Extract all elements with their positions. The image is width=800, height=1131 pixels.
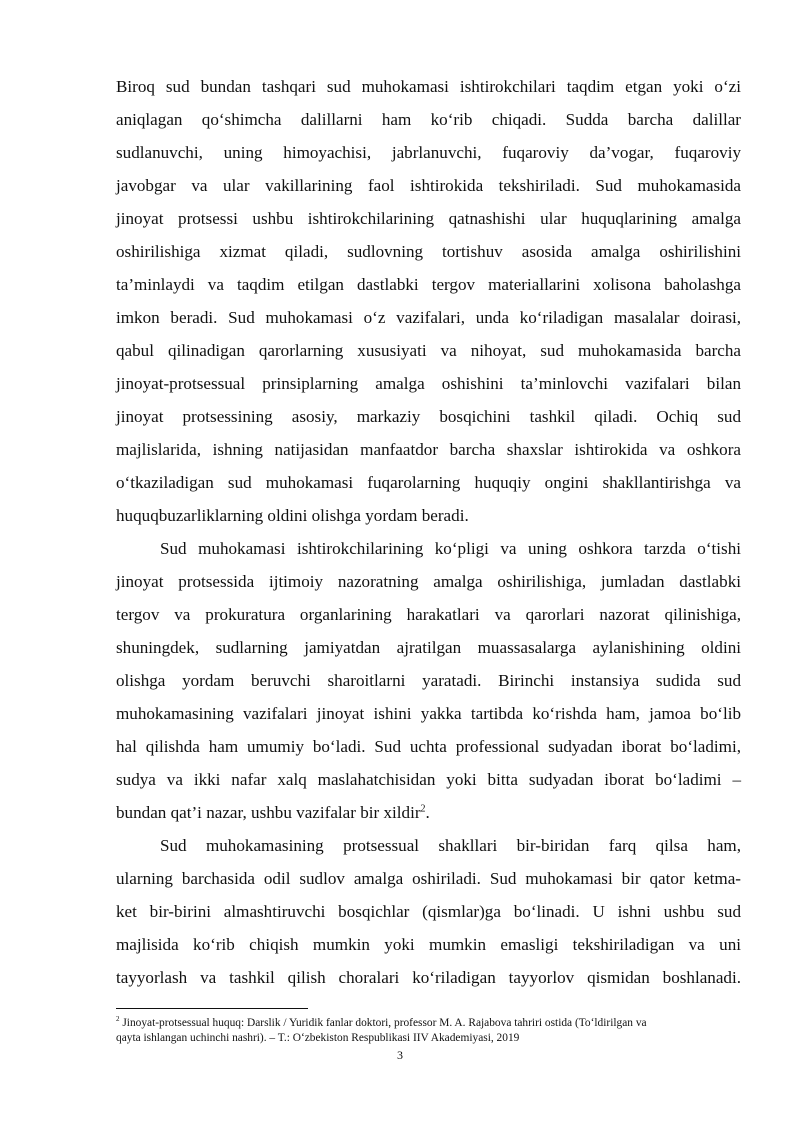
paragraph-3 bbox=[116, 829, 741, 994]
paragraph-2 bbox=[116, 532, 741, 829]
text-line: jinoyat protsessining asosiy, markaziy bosqichini tashkil qiladi. Ochiq sud bbox=[116, 407, 741, 426]
footnote-text: Jinoyat-protsessual huquq: Darslik / Yuridik fanlar doktori, professor M. A. Rajabova tahriri ostida (To‘ldirilgan va bbox=[122, 1017, 647, 1029]
footnote-line: qayta ishlangan uchinchi nashri). – T.: O‘zbekiston Respublikasi IIV Akademiyasi, 2019 bbox=[116, 1032, 520, 1044]
page-number: 3 bbox=[397, 1048, 403, 1062]
text-line: Biroq sud bundan tashqari sud muhokamasi ishtirokchilari taqdim etgan yoki o‘zi bbox=[116, 77, 741, 96]
text-line: oshirilishiga xizmat qiladi, sudlovning tortishuv asosida amalga oshirilishini bbox=[116, 242, 741, 261]
footnote-number: 2 bbox=[116, 1015, 120, 1024]
text-line: javobgar va ular vakillarining faol ishtirokida tekshiriladi. Sud muhokamasida bbox=[116, 176, 741, 195]
text-line: majlislarida, ishning natijasidan manfaatdor barcha shaxslar ishtirokida va oshkora bbox=[116, 440, 741, 459]
text-line: huquqbuzarliklarning oldini olishga yordam beradi. bbox=[116, 506, 469, 525]
footnote bbox=[116, 1016, 741, 1046]
paragraph-1 bbox=[116, 70, 741, 532]
footnote-reference[interactable]: 2 bbox=[420, 803, 426, 815]
footnote-separator bbox=[116, 1008, 308, 1009]
text-line: qabul qilinadigan qarorlarning xususiyati va nihoyat, sud muhokamasida barcha bbox=[116, 341, 741, 360]
text-line: Sud muhokamasi ishtirokchilarining ko‘pligi va uning oshkora tarzda o‘tishi bbox=[160, 539, 741, 558]
body-text bbox=[116, 70, 741, 994]
text-line: jinoyat protsessi ushbu ishtirokchilarining qatnashishi ular huquqlarining amalga bbox=[116, 209, 741, 228]
text-line: o‘tkaziladigan sud muhokamasi fuqarolarning huquqiy ongini shakllantirishga va bbox=[116, 473, 741, 492]
text-line: shuningdek, sudlarning jamiyatdan ajratilgan muassasalarga aylanishining oldini bbox=[116, 638, 741, 657]
sentence-end: . bbox=[425, 803, 430, 822]
text-line: sudya va ikki nafar xalq maslahatchisidan yoki bitta sudyadan iborat bo‘ladimi – bbox=[116, 770, 741, 789]
footnote-line bbox=[116, 1016, 741, 1031]
text-line: sudlanuvchi, uning himoyachisi, jabrlanuvchi, fuqaroviy da’vogar, fuqaroviy bbox=[116, 143, 741, 162]
text-line: imkon beradi. Sud muhokamasi o‘z vazifalari, unda ko‘riladigan masalalar doirasi, bbox=[116, 308, 741, 327]
text-line: tergov va prokuratura organlarining harakatlari va qarorlari nazorat qilinishiga, bbox=[116, 605, 741, 624]
text-line: ularning barchasida odil sudlov amalga oshiriladi. Sud muhokamasi bir qator ketma- bbox=[116, 869, 741, 888]
text-line: jinoyat-protsessual prinsiplarning amalga oshishini ta’minlovchi vazifalari bilan bbox=[116, 374, 741, 393]
text-fragment: bundan qat’i nazar, ushbu vazifalar bir xildir bbox=[116, 803, 421, 822]
text-line: aniqlagan qo‘shimcha dalillarni ham ko‘rib chiqadi. Sudda barcha dalillar bbox=[116, 110, 741, 129]
text-line-with-footnote bbox=[116, 796, 741, 829]
text-line: hal qilishda ham umumiy bo‘ladi. Sud uchta professional sudyadan iborat bo‘ladimi, bbox=[116, 737, 741, 756]
text-line: muhokamasining vazifalari jinoyat ishini yakka tartibda ko‘rishda ham, jamoa bo‘lib bbox=[116, 704, 741, 723]
text-line: ta’minlaydi va taqdim etilgan dastlabki tergov materiallarini xolisona baholashga bbox=[116, 275, 741, 294]
text-line: majlisida ko‘rib chiqish mumkin yoki mumkin emasligi tekshiriladigan va uni bbox=[116, 935, 741, 954]
text-line: jinoyat protsessida ijtimoiy nazoratning amalga oshirilishiga, jumladan dastlabki bbox=[116, 572, 741, 591]
text-line: ket bir-birini almashtiruvchi bosqichlar (qismlar)ga bo‘linadi. U ishni ushbu sud bbox=[116, 902, 741, 921]
text-line: olishga yordam beruvchi sharoitlarni yaratadi. Birinchi instansiya sudida sud bbox=[116, 671, 741, 690]
text-line: tayyorlash va tashkil qilish choralari ko‘riladigan tayyorlov qismidan boshlanadi. bbox=[116, 968, 741, 987]
text-line: Sud muhokamasining protsessual shakllari bir-biridan farq qilsa ham, bbox=[160, 836, 741, 855]
